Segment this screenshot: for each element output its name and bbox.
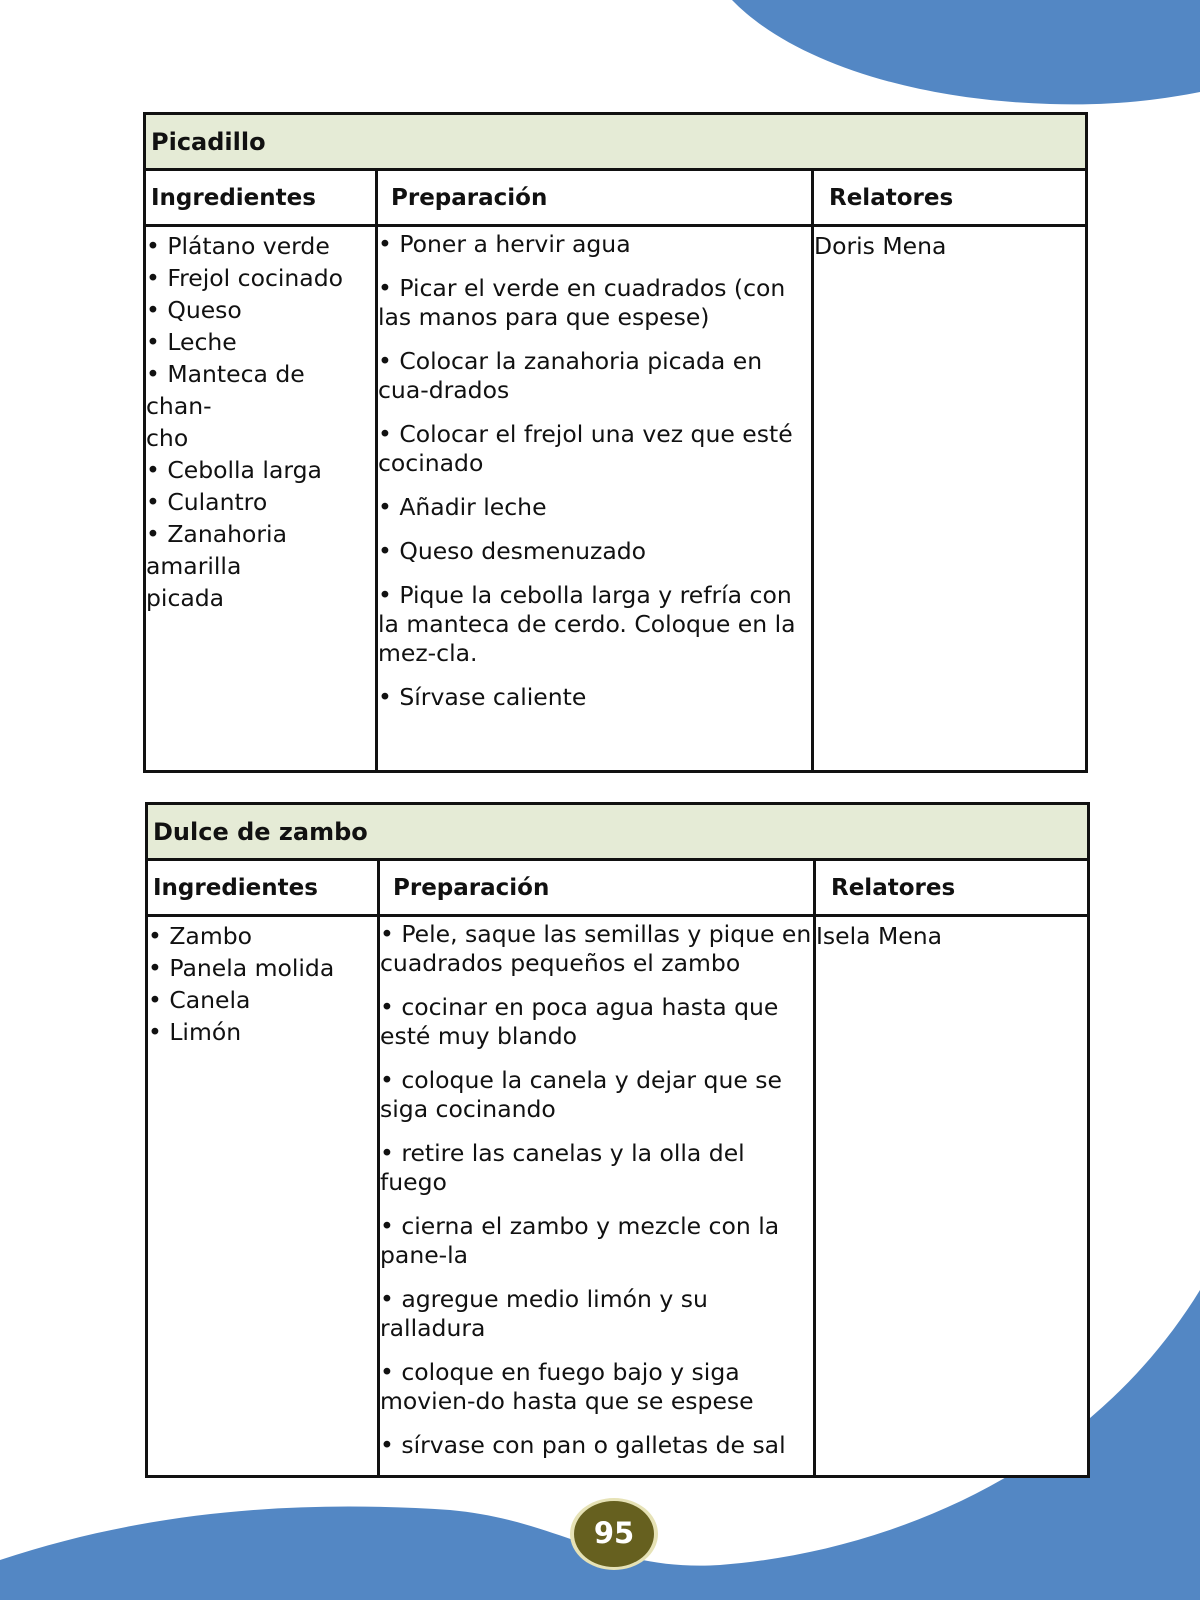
narrators-cell xyxy=(815,916,1089,1477)
preparation-step: • Poner a hervir agua xyxy=(378,230,631,258)
ingredient-line: cho xyxy=(146,424,189,452)
preparation-step: • Colocar la zanahoria picada en cua-drados xyxy=(378,347,763,404)
preparation-step: • Añadir leche xyxy=(378,493,547,521)
preparation-cell xyxy=(379,916,815,1477)
preparation-step: • cocinar en poca agua hasta que esté muy blando xyxy=(380,993,779,1050)
recipe-title: Dulce de zambo xyxy=(147,804,1089,860)
narrators-header: Relatores xyxy=(813,170,1087,226)
ingredient-line: • Canela xyxy=(148,986,251,1014)
ingredients-list xyxy=(148,920,377,1048)
preparation-step: • cierna el zambo y mezcle con la pane-la xyxy=(380,1212,780,1269)
narrator-name: Doris Mena xyxy=(814,232,947,260)
ingredient-line: • Manteca de chan- xyxy=(146,360,305,420)
ingredient-line: • Queso xyxy=(146,296,242,324)
top-wave-shape xyxy=(732,0,1200,104)
narrator-name: Isela Mena xyxy=(816,922,943,950)
ingredient-line: • Zambo xyxy=(148,922,253,950)
preparation-steps xyxy=(380,920,813,1460)
ingredient-line: • Limón xyxy=(148,1018,242,1046)
ingredient-line: • Cebolla larga xyxy=(146,456,322,484)
ingredients-cell xyxy=(145,226,377,772)
preparation-step: • Picar el verde en cuadrados (con las manos para que espese) xyxy=(378,274,786,331)
ingredients-header: Ingredientes xyxy=(147,860,379,916)
recipe-table-dulce-de-zambo xyxy=(145,802,1090,1478)
preparation-cell xyxy=(377,226,813,772)
preparation-step: • agregue medio limón y su ralladura xyxy=(380,1285,708,1342)
preparation-step: • Sírvase caliente xyxy=(378,683,587,711)
ingredients-list xyxy=(146,230,375,614)
recipe-title: Picadillo xyxy=(145,114,1087,170)
preparation-step: • Colocar el frejol una vez que esté cocinado xyxy=(378,420,793,477)
ingredient-line: • Zanahoria amarilla xyxy=(146,520,287,580)
preparation-steps xyxy=(378,230,811,712)
ingredient-line: • Culantro xyxy=(146,488,268,516)
page-number: 95 xyxy=(574,1501,654,1567)
preparation-step: • coloque la canela y dejar que se siga cocinando xyxy=(380,1066,783,1123)
narrators-cell xyxy=(813,226,1087,772)
preparation-step: • Pique la cebolla larga y refría con la manteca de cerdo. Coloque en la mez-cla. xyxy=(378,581,796,667)
preparation-step: • retire las canelas y la olla del fuego xyxy=(380,1139,745,1196)
preparation-header: Preparación xyxy=(377,170,813,226)
ingredients-header: Ingredientes xyxy=(145,170,377,226)
ingredient-line: picada xyxy=(146,584,225,612)
ingredient-line: • Frejol cocinado xyxy=(146,264,343,292)
preparation-step: • sírvase con pan o galletas de sal xyxy=(380,1431,786,1459)
ingredient-line: • Leche xyxy=(146,328,237,356)
narrators-header: Relatores xyxy=(815,860,1089,916)
ingredient-line: • Panela molida xyxy=(148,954,335,982)
preparation-step: • Queso desmenuzado xyxy=(378,537,647,565)
recipe-table-picadillo xyxy=(143,112,1088,773)
preparation-header: Preparación xyxy=(379,860,815,916)
preparation-step: • Pele, saque las semillas y pique en cuadrados pequeños el zambo xyxy=(380,920,812,977)
preparation-step: • coloque en fuego bajo y siga movien-do hasta que se espese xyxy=(380,1358,754,1415)
ingredient-line: • Plátano verde xyxy=(146,232,330,260)
page-number-badge xyxy=(570,1498,658,1570)
ingredients-cell xyxy=(147,916,379,1477)
